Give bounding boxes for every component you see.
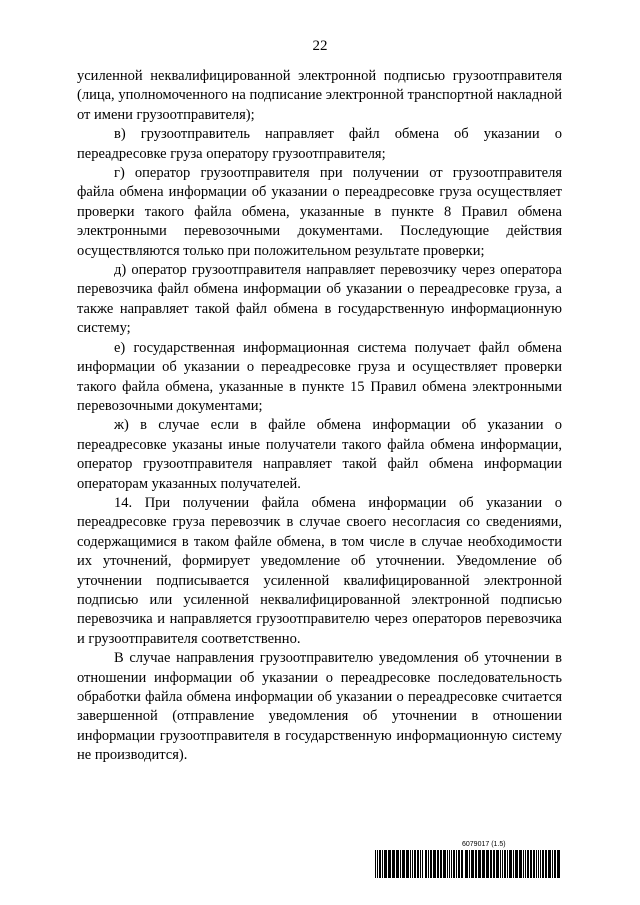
barcode-icon (375, 850, 563, 878)
paragraph-item-d: д) оператор грузоотправителя направляет перевозчику через оператора перевозчика файл обмена информации об указании о переадресовке груза, а также направляет такой файл обмена в государственную информационную систему; (77, 262, 562, 337)
paragraph-continuation: усиленной неквалифицированной электронной подписью грузоотправителя (лица, уполномоченного на подписание электронной транспортной накладной от имени грузоотправителя); (77, 68, 562, 123)
document-code: 6079017 (1.5) (462, 841, 506, 848)
paragraph-item-zh: ж) в случае если в файле обмена информации об указании о переадресовке указаны иные получатели такого файла обмена информации, оператор грузоотправителя направляет такой файл обмена информации операторам указанных получателей. (77, 417, 562, 492)
page-number: 22 (312, 38, 328, 54)
paragraph-item-g: г) оператор грузоотправителя при получении от грузоотправителя файла обмена информации об указании о переадресовке груза осуществляет проверки такого файла обмена, указанные в пункте 8 Правил обмена электронными перевозочными документами. Последующие действия осуществляются только при положительном результате проверки; (77, 165, 562, 259)
document-body (77, 67, 562, 766)
paragraph-item-e: е) государственная информационная система получает файл обмена информации об указании о переадресовке груза и осуществляет проверки такого файла обмена, указанные в пункте 15 Правил обмена электронными перевозочными документами; (77, 339, 562, 414)
paragraph-item-v: в) грузоотправитель направляет файл обмена об указании о переадресовке груза оператору грузоотправителя; (77, 126, 562, 162)
paragraph-clause-14: 14. При получении файла обмена информации об указании о переадресовке груза перевозчик в случае своего несогласия со сведениями, содержащимися в таком файле обмена, в том числе в случае необходимости их уточнений, формирует уведомление об уточнении. Уведомление об уточнении подписывается усиленной квалифицированной электронной подписью или усиленной неквалифицированной электронной подписью перевозчика и направляется грузоотправителю через операторов перевозчика и грузоотправителя соответственно. (77, 494, 562, 647)
paragraph-clause-14-continued: В случае направления грузоотправителю уведомления об уточнении в отношении информации об указании о переадресовке последовательность обработки файла обмена информации об указании о переадресовке считается завершенной (отправление уведомления об уточнении в отношении информации грузоотправителя в государственную информационную систему не производится). (77, 650, 562, 764)
barcode-graphic (375, 850, 563, 878)
